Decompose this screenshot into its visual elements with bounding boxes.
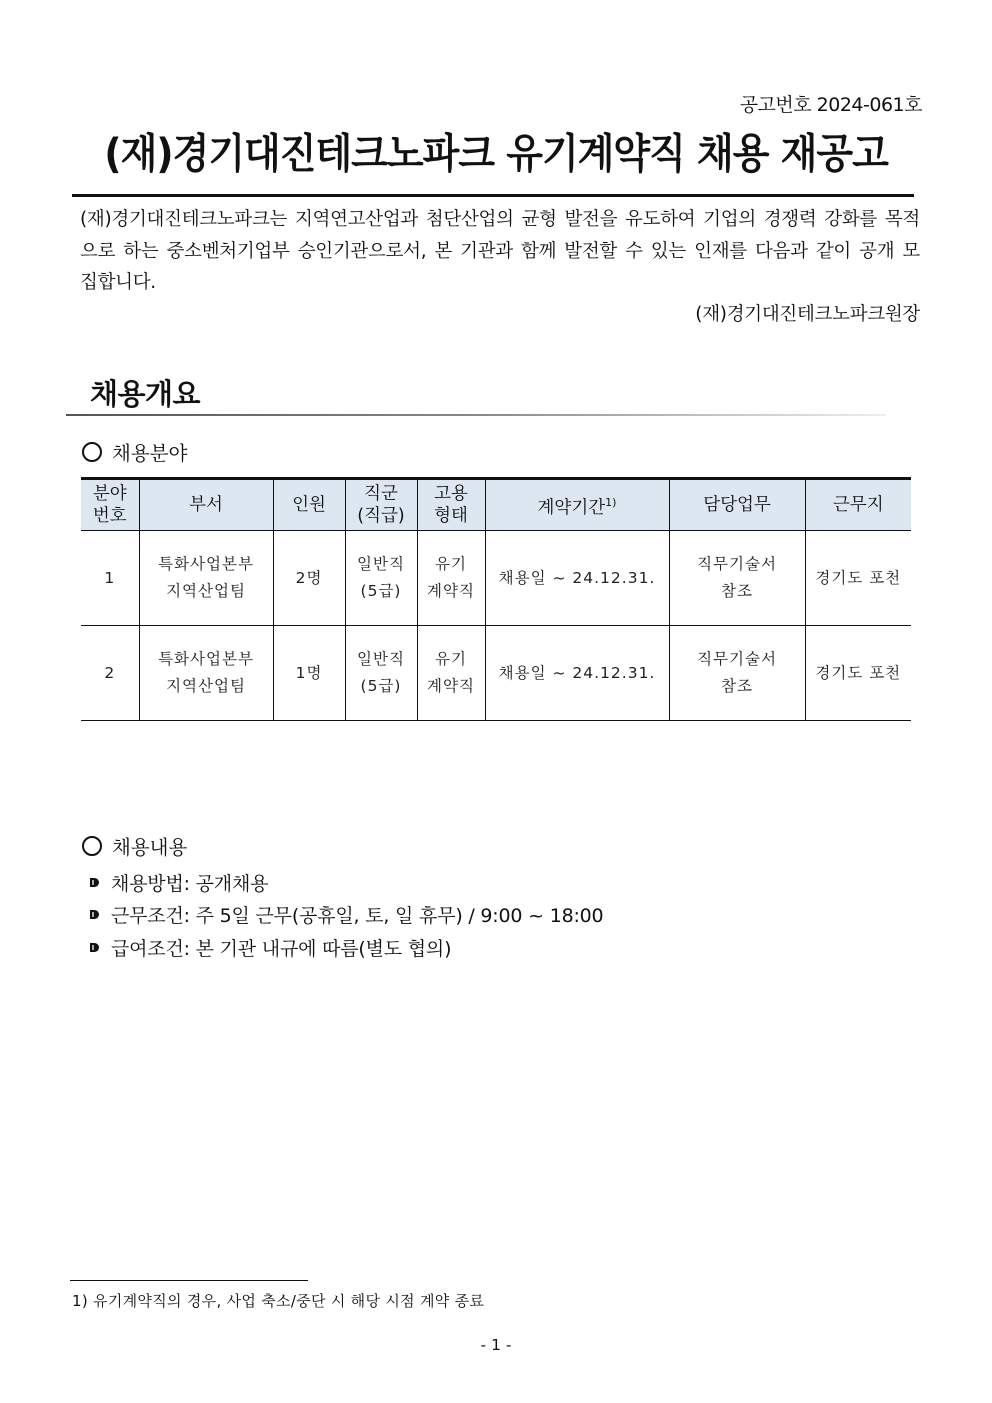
header-count: 인원: [273, 479, 345, 531]
signature: (재)경기대진테크노파크원장: [695, 304, 920, 325]
header-type: 고용 형태: [417, 479, 485, 531]
notice-number: 공고번호 2024-061호: [739, 94, 922, 116]
bullet-icon: [90, 878, 99, 887]
document-title: (재)경기대진테크노파크 유기계약직 채용 재공고: [104, 129, 888, 178]
circle-bullet-icon: [82, 836, 102, 856]
cell-count: 2명: [273, 531, 345, 626]
footnote: 1) 유기계약직의 경우, 사업 축소/중단 시 해당 시점 계약 종료: [72, 1292, 485, 1310]
cell-location: 경기도 포천: [805, 626, 911, 721]
recruitment-table: [81, 477, 911, 721]
table-row: [81, 531, 911, 626]
cell-no: 1: [81, 531, 139, 626]
title-divider: [72, 194, 914, 197]
cell-dept: 특화사업본부 지역산업팀: [139, 626, 273, 721]
header-location: 근무지: [805, 479, 911, 531]
subsection-recruit-field: [82, 438, 187, 466]
detail-text: 채용방법: 공개채용: [111, 872, 269, 895]
header-duty: 담당업무: [669, 479, 805, 531]
bullet-icon: [90, 943, 99, 952]
section-divider: [66, 414, 886, 416]
cell-type: 유기 계약직: [417, 626, 485, 721]
cell-job: 일반직 (5급): [345, 531, 417, 626]
table-header-row: [81, 479, 911, 531]
cell-duty: 직무기술서 참조: [669, 531, 805, 626]
cell-type: 유기 계약직: [417, 531, 485, 626]
footnote-divider: [70, 1280, 308, 1281]
cell-job: 일반직 (5급): [345, 626, 417, 721]
details-list: [90, 866, 603, 964]
page-number: - 1 -: [480, 1336, 512, 1354]
cell-period: 채용일 ~ 24.12.31.: [485, 531, 669, 626]
footnote-ref: 1): [605, 495, 617, 509]
cell-no: 2: [81, 626, 139, 721]
section-heading: 채용개요: [90, 377, 201, 411]
list-item: [90, 899, 603, 932]
cell-location: 경기도 포천: [805, 531, 911, 626]
intro-paragraph: (재)경기대진테크노파크는 지역연고산업과 첨단산업의 균형 발전을 유도하여 기업의 경쟁력 강화를 목적으로 하는 중소벤처기업부 승인기관으로서, 본 기관과 함께 발전할 수 있는 인재를 다음과 같이 공개 모집합니다.: [80, 209, 920, 293]
header-period: 계약기간$^{1)}$: [485, 479, 669, 531]
table-row: [81, 626, 911, 721]
detail-text: 근무조건: 주 5일 근무(공휴일, 토, 일 휴무) / 9:00 ~ 18:00: [111, 905, 604, 928]
header-job: 직군 (직급): [345, 479, 417, 531]
bullet-icon: [90, 910, 99, 919]
subsection-recruit-details: [82, 832, 187, 860]
cell-count: 1명: [273, 626, 345, 721]
cell-dept: 특화사업본부 지역산업팀: [139, 531, 273, 626]
header-dept: 부서: [139, 479, 273, 531]
list-item: [90, 866, 603, 899]
list-item: [90, 931, 603, 964]
subsection-label: 채용분야: [112, 442, 188, 465]
cell-duty: 직무기술서 참조: [669, 626, 805, 721]
detail-text: 급여조건: 본 기관 내규에 따름(별도 협의): [111, 937, 452, 960]
header-field-no: 분야 번호: [81, 479, 139, 531]
subsection-label: 채용내용: [112, 836, 188, 859]
circle-bullet-icon: [82, 442, 102, 462]
cell-period: 채용일 ~ 24.12.31.: [485, 626, 669, 721]
